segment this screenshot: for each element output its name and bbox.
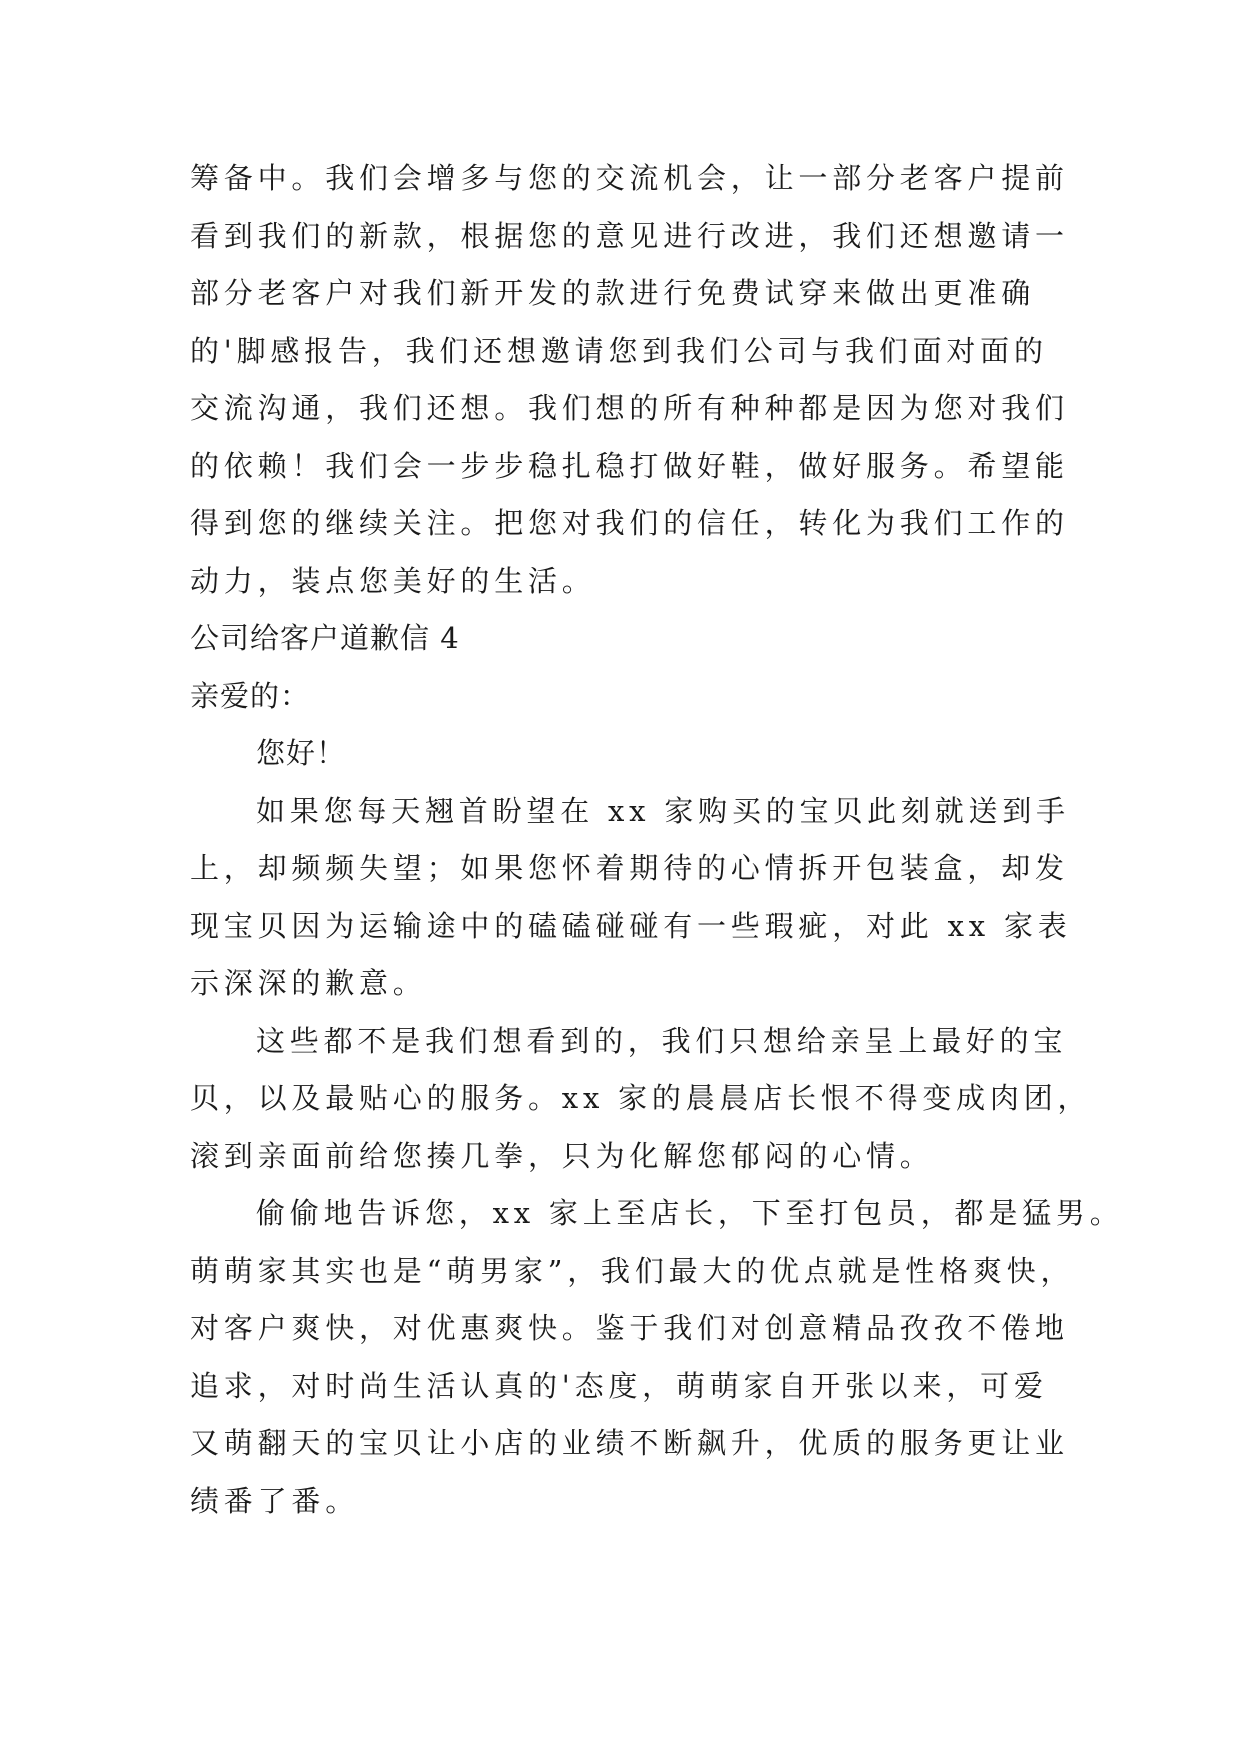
text-line: 如果您每天翘首盼望在 xx 家购买的宝贝此刻就送到手: [256, 793, 1070, 828]
text-line: 交流沟通，我们还想。我们想的所有种种都是因为您对我们: [190, 391, 1069, 425]
text-line: 筹备中。我们会增多与您的交流机会，让一部分老客户提前: [190, 161, 1069, 195]
text-line: 追求，对时尚生活认真的'态度，萌萌家自开张以来，可爱: [190, 1368, 1048, 1403]
text-line: 示深深的歉意。: [190, 966, 427, 1000]
paragraph-apology: [190, 783, 1072, 1013]
text-line: 得到您的继续关注。把您对我们的信任，转化为我们工作的: [190, 506, 1069, 540]
greeting: 您好！: [256, 736, 347, 770]
paragraph-service: [190, 1013, 1092, 1186]
text-line: 萌萌家其实也是“萌男家”，我们最大的优点就是性格爽快，: [190, 1253, 1075, 1288]
text-line: 部分老客户对我们新开发的款进行免费试穿来做出更准确: [190, 276, 1036, 310]
text-line: 偷偷地告诉您，xx 家上至店长，下至打包员，都是猛男。: [256, 1196, 1124, 1230]
continuation-paragraph: [190, 150, 1069, 610]
salutation: 亲爱的：: [190, 678, 311, 713]
text-line: 对客户爽快，对优惠爽快。鉴于我们对创意精品孜孜不倦地: [190, 1311, 1069, 1345]
text-line: 看到我们的新款，根据您的意见进行改进，我们还想邀请一: [190, 218, 1069, 253]
text-line: 又萌翻天的宝贝让小店的业绩不断飙升，优质的服务更让业: [190, 1426, 1069, 1460]
text-line: 贝，以及最贴心的服务。xx 家的晨晨店长恨不得变成肉团，: [190, 1081, 1092, 1115]
section-title: 公司给客户道歉信 4: [190, 621, 460, 655]
paragraph-team: [190, 1185, 1124, 1530]
document-body: [190, 150, 1124, 1530]
text-line: 现宝贝因为运输途中的磕磕碰碰有一些瑕疵，对此 xx 家表: [190, 908, 1072, 943]
text-line: 上，却频频失望；如果您怀着期待的心情拆开包装盒，却发: [190, 851, 1069, 885]
text-line: 的依赖！我们会一步步稳扎稳打做好鞋，做好服务。希望能: [190, 448, 1069, 483]
text-line: 这些都不是我们想看到的，我们只想给亲呈上最好的宝: [256, 1023, 1068, 1058]
text-line: 动力，装点您美好的生活。: [190, 563, 596, 598]
text-line: 绩番了番。: [190, 1483, 360, 1518]
text-line: 滚到亲面前给您揍几拳，只为化解您郁闷的心情。: [190, 1138, 934, 1173]
text-line: 的'脚感报告，我们还想邀请您到我们公司与我们面对面的: [190, 333, 1048, 368]
